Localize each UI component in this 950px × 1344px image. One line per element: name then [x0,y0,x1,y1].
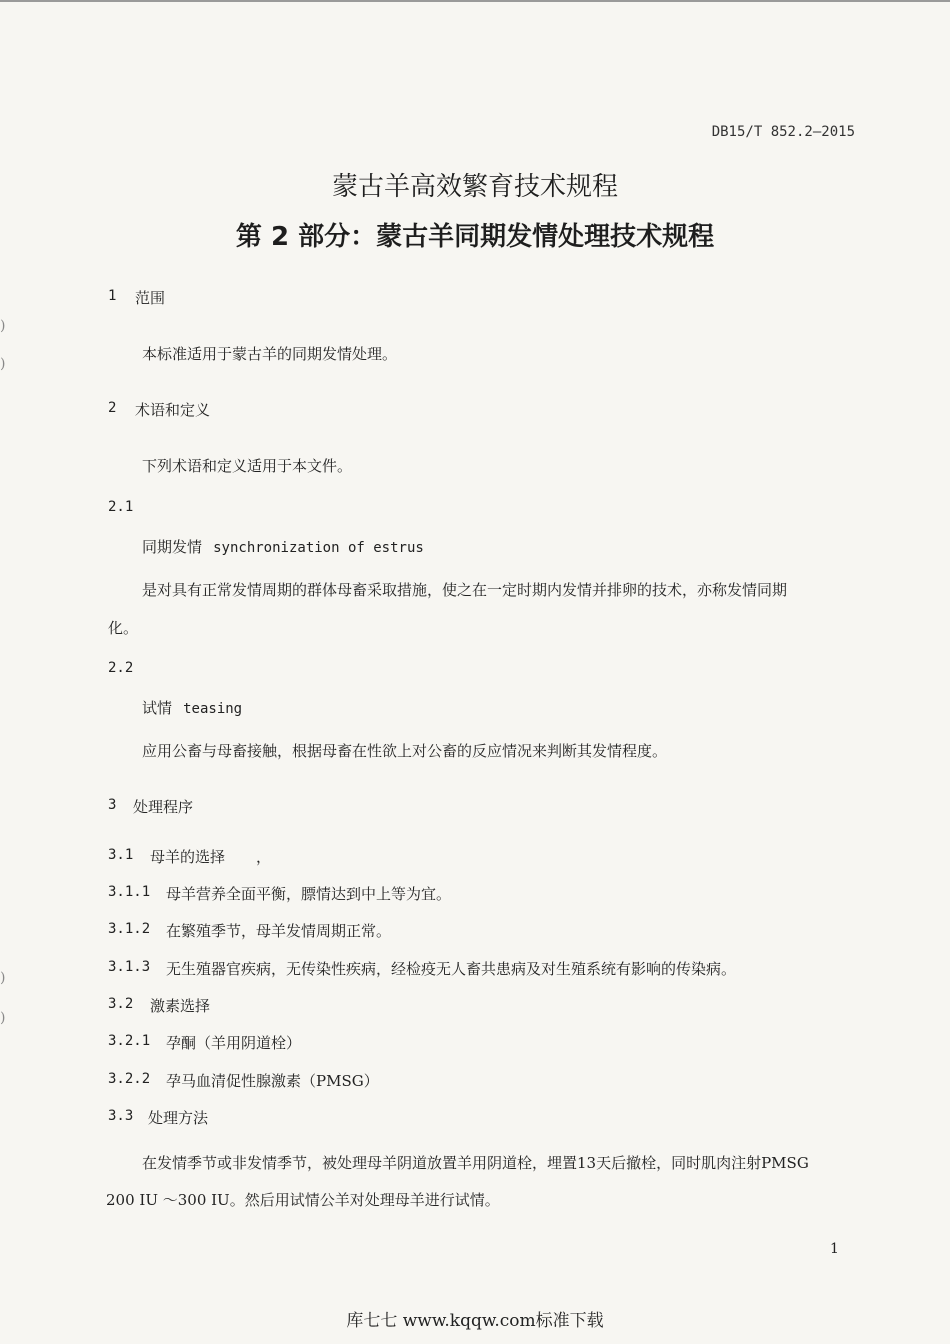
document-subtitle: 第 2 部分：蒙古羊同期发情处理技术规程 [235,222,715,252]
section-heading: 范围 [135,289,166,307]
scan-artifact: ) [0,1010,6,1026]
definition-line: 化。 [108,619,139,637]
clause-number: 3.2 [108,996,134,1012]
paragraph-line: 200 IU ～300 IU。然后用试情公羊对处理母羊进行试情。 [106,1191,500,1209]
footer-watermark: 库七七 www.kqqw.com标准下载 [346,1311,604,1331]
clause-number: 3.1 [108,847,134,863]
page-number: 1 [830,1241,839,1257]
clause-number: 3.1.3 [108,959,151,975]
scan-artifact: ) [0,318,6,334]
clause-number: 2.1 [108,499,134,515]
scan-artifact: ) [0,970,6,986]
clause-number: 3.1.1 [108,884,151,900]
section-heading: 处理程序 [133,798,194,816]
clause-heading: 激素选择 [150,997,211,1015]
term-chinese: 同期发情 [142,538,203,556]
paragraph: 本标准适用于蒙古羊的同期发情处理。 [142,345,398,363]
clause-number: 3.1.2 [108,921,151,937]
document-number: DB15/T 852.2—2015 [711,124,855,140]
scan-artifact: ) [0,356,6,372]
clause-text: 无生殖器官疾病，无传染性疾病，经检疫无人畜共患病及对生殖系统有影响的传染病。 [166,960,737,978]
clause-heading: 母羊的选择 [150,848,226,866]
clause-number: 3.2.1 [108,1033,151,1049]
definition: 应用公畜与母畜接触，根据母畜在性欲上对公畜的反应情况来判断其发情程度。 [142,742,668,760]
paragraph: 下列术语和定义适用于本文件。 [142,457,353,475]
term-english: teasing [183,701,243,717]
clause-text: 母羊营养全面平衡，膘情达到中上等为宜。 [166,885,452,903]
definition-line: 是对具有正常发情周期的群体母畜采取措施，使之在一定时期内发情并排卵的技术，亦称发情同期 [142,581,788,599]
clause-text: 在繁殖季节，母羊发情周期正常。 [166,922,392,940]
document-title: 蒙古羊高效繁育技术规程 [331,172,618,202]
scan-top-edge [0,0,950,2]
term-entry [142,697,242,718]
clause-text: 孕马血清促性腺激素（PMSG） [166,1072,379,1090]
section-number: 2 [108,400,117,416]
section-heading: 术语和定义 [135,401,211,419]
clause-number: 3.2.2 [108,1071,151,1087]
clause-heading: 处理方法 [148,1109,209,1127]
section-number: 3 [108,797,117,813]
clause-number: 2.2 [108,660,134,676]
section-number: 1 [108,288,117,304]
term-english: synchronization of estrus [213,540,424,556]
term-entry [142,536,424,557]
clause-number: 3.3 [108,1108,134,1124]
term-chinese: 试情 [142,699,173,717]
paragraph-line: 在发情季节或非发情季节，被处理母羊阴道放置羊用阴道栓，埋置13天后撤栓，同时肌肉注射PMSG [142,1154,809,1172]
stray-mark: ， [256,848,272,866]
clause-text: 孕酮（羊用阴道栓） [166,1034,302,1052]
